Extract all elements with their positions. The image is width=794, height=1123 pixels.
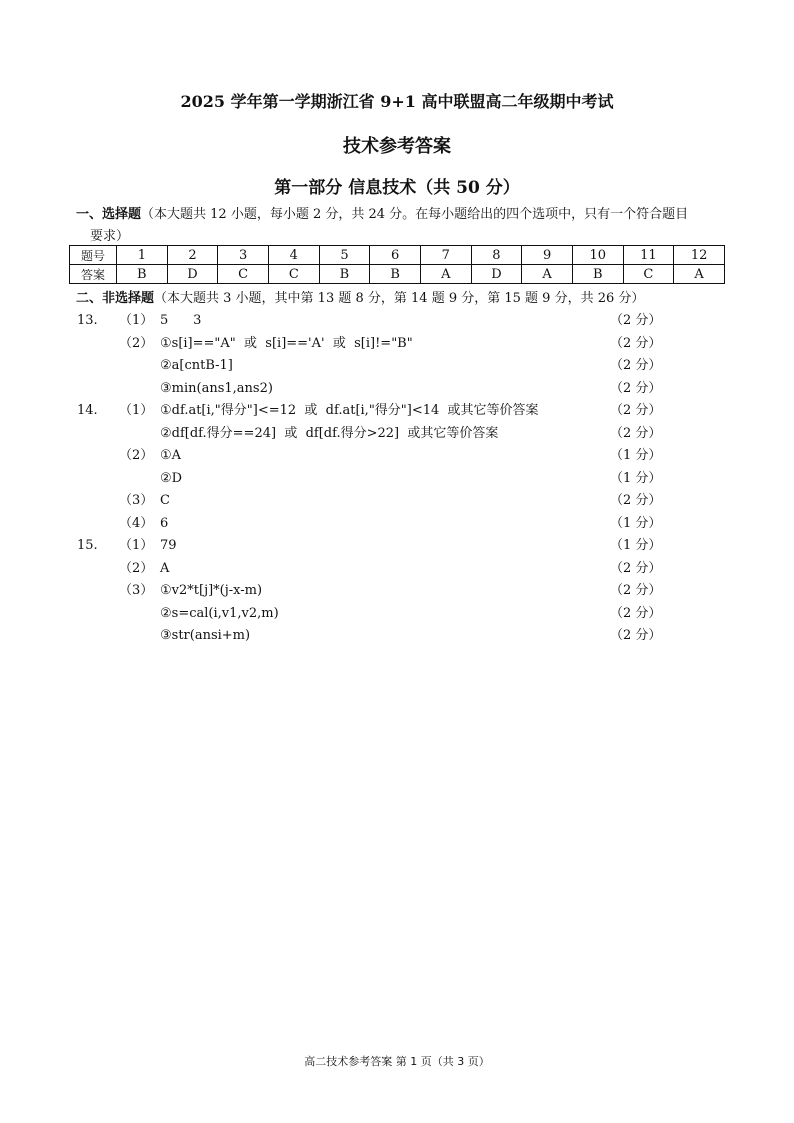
- table-cell: D: [167, 265, 218, 284]
- score: （2 分）: [610, 606, 662, 621]
- score: （2 分）: [610, 426, 662, 441]
- table-cell: 1: [117, 246, 168, 265]
- table-cell: 10: [572, 246, 623, 265]
- section1-label: 一、选择题: [76, 207, 142, 222]
- answer-content: ①A: [160, 448, 182, 463]
- table-cell: D: [471, 265, 522, 284]
- table-cell: C: [218, 265, 269, 284]
- page-footer: 高二技术参考答案 第 1 页（共 3 页）: [304, 1055, 490, 1068]
- table-cell: 11: [623, 246, 674, 265]
- score: （2 分）: [610, 313, 662, 328]
- subtitle: 技术参考答案: [343, 136, 451, 157]
- answer-table-answer-row: [70, 265, 725, 284]
- section2-heading: [76, 290, 726, 307]
- score: （2 分）: [610, 358, 662, 373]
- answer-content: A: [160, 561, 170, 576]
- sub-question: （3）: [119, 583, 154, 598]
- table-cell: B: [370, 265, 421, 284]
- answer-content: ②D: [160, 471, 183, 486]
- score: （2 分）: [610, 493, 662, 508]
- table-header-cell: 答案: [70, 265, 117, 284]
- sub-question: （4）: [119, 516, 154, 531]
- table-cell: A: [674, 265, 725, 284]
- section2-desc: （本大题共 3 小题，其中第 13 题 8 分，第 14 题 9 分，第 15 题 9 分，共 26 分）: [154, 291, 645, 306]
- table-cell: C: [268, 265, 319, 284]
- answer-content: C: [160, 493, 170, 508]
- table-cell: A: [522, 265, 573, 284]
- table-cell: B: [572, 265, 623, 284]
- sub-question: （1）: [119, 403, 154, 418]
- answer-content: 5 3: [160, 313, 202, 328]
- answer-content: ③min(ans1,ans2): [160, 381, 273, 396]
- score: （2 分）: [610, 336, 662, 351]
- table-cell: 9: [522, 246, 573, 265]
- answer-content: 6: [160, 516, 169, 531]
- sub-question: （2）: [119, 336, 154, 351]
- answer-content: ①s[i]=="A" 或 s[i]=='A' 或 s[i]!="B": [160, 336, 413, 351]
- answer-table: [69, 245, 725, 284]
- score: （2 分）: [610, 561, 662, 576]
- table-cell: 8: [471, 246, 522, 265]
- score: （2 分）: [610, 628, 662, 643]
- table-cell: 5: [319, 246, 370, 265]
- table-cell: 4: [268, 246, 319, 265]
- sub-question: （1）: [119, 538, 154, 553]
- answer-content: 79: [160, 538, 177, 553]
- answer-table-number-row: [70, 246, 725, 265]
- table-cell: 2: [167, 246, 218, 265]
- answer-content: ①df.at[i,"得分"]<=12 或 df.at[i,"得分"]<14 或其它等价答案: [160, 403, 539, 418]
- table-cell: A: [420, 265, 471, 284]
- answer-content: ③str(ansi+m): [160, 628, 251, 643]
- score: （2 分）: [610, 381, 662, 396]
- section1-desc-continued: 要求）: [90, 229, 130, 244]
- sub-question: （2）: [119, 448, 154, 463]
- answer-content: ②s=cal(i,v1,v2,m): [160, 606, 279, 621]
- part-title: 第一部分 信息技术（共 50 分）: [274, 178, 520, 198]
- section1-heading: [76, 206, 726, 223]
- sub-question: （3）: [119, 493, 154, 508]
- exam-title: 2025 学年第一学期浙江省 9+1 高中联盟高二年级期中考试: [180, 92, 614, 111]
- section1-desc: （本大题共 12 小题，每小题 2 分，共 24 分。在每小题给出的四个选项中，只有一个符合题目: [141, 207, 689, 222]
- table-cell: B: [319, 265, 370, 284]
- table-cell: B: [117, 265, 168, 284]
- score: （1 分）: [610, 516, 662, 531]
- table-cell: 12: [674, 246, 725, 265]
- section2-label: 二、非选择题: [76, 291, 155, 306]
- question-number: 13.: [77, 313, 98, 328]
- question-number: 14.: [77, 403, 98, 418]
- table-header-cell: 题号: [70, 246, 117, 265]
- score: （1 分）: [610, 538, 662, 553]
- answer-content: ②a[cntB-1]: [160, 358, 233, 373]
- score: （1 分）: [610, 471, 662, 486]
- table-cell: 6: [370, 246, 421, 265]
- answer-content: ①v2*t[j]*(j-x-m): [160, 583, 263, 598]
- table-cell: 3: [218, 246, 269, 265]
- score: （2 分）: [610, 583, 662, 598]
- sub-question: （2）: [119, 561, 154, 576]
- table-cell: C: [623, 265, 674, 284]
- answer-content: ②df[df.得分==24] 或 df[df.得分>22] 或其它等价答案: [160, 426, 499, 441]
- score: （2 分）: [610, 403, 662, 418]
- sub-question: （1）: [119, 313, 154, 328]
- question-number: 15.: [77, 538, 98, 553]
- table-cell: 7: [420, 246, 471, 265]
- score: （1 分）: [610, 448, 662, 463]
